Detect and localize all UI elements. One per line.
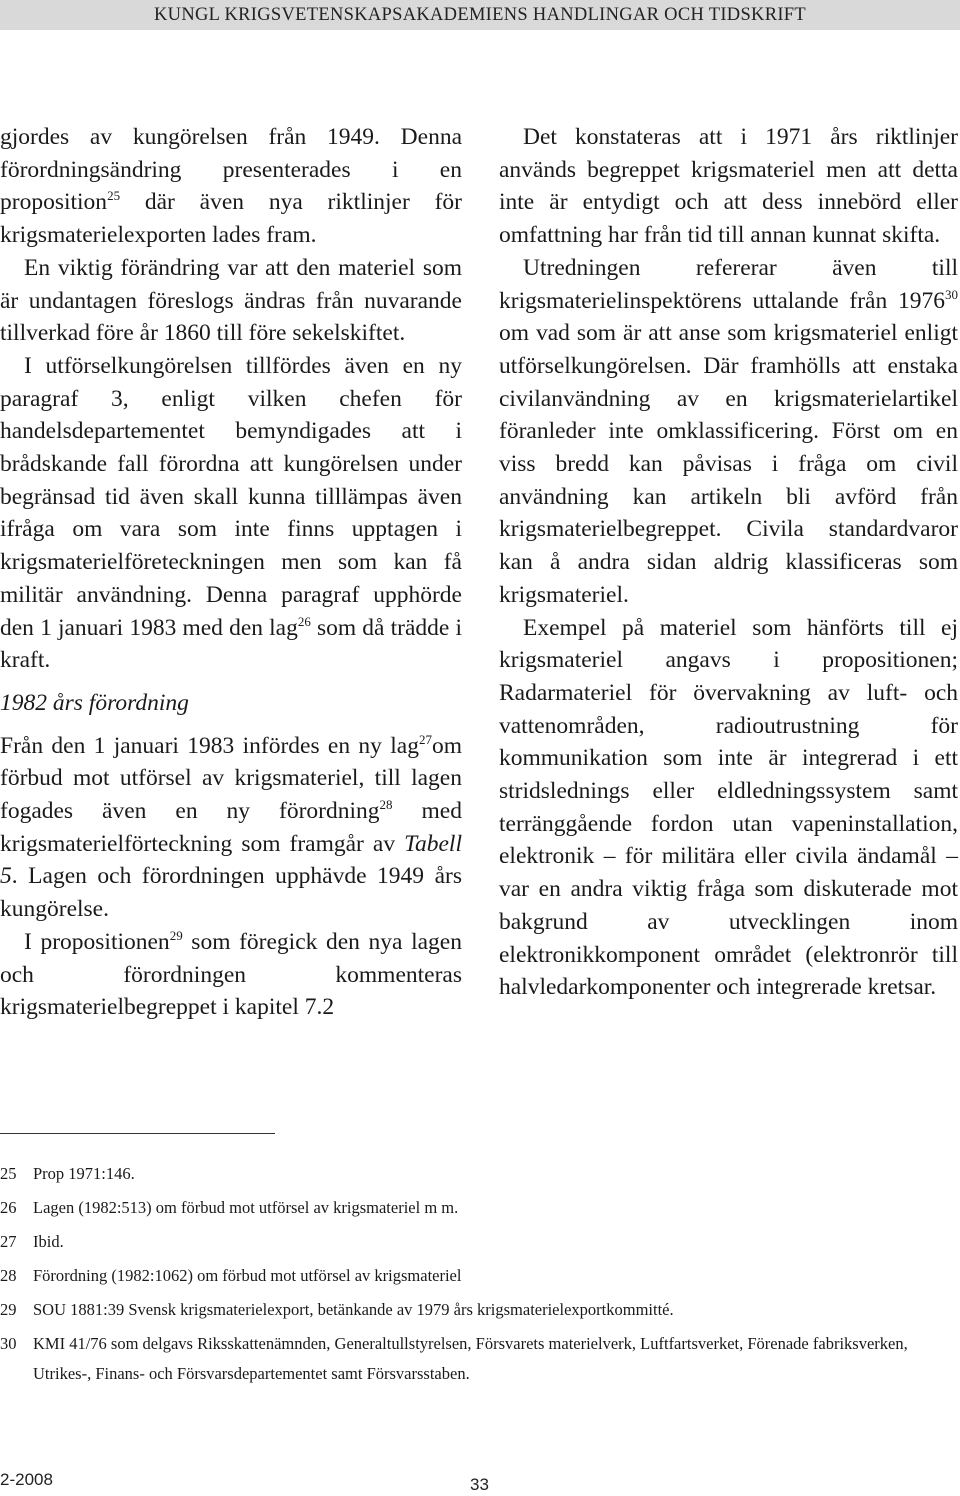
section-heading: 1982 års förordning — [0, 689, 189, 716]
text-run: . Lagen och förordningen upphävde 1949 års kungörelse. — [0, 863, 462, 923]
issue-label: 2-2008 — [0, 1470, 53, 1489]
footnote-ref: 30 — [945, 286, 958, 302]
table-reference: Tabell 5 — [0, 830, 462, 890]
footnote-ref: 28 — [379, 797, 393, 813]
text-run: om förbud mot utförsel av krigsmateriel, till lagen fogades även en ny förordning — [0, 732, 462, 825]
footnote-text: Ibid. — [33, 1232, 64, 1251]
footnote-ref: 26 — [297, 613, 311, 629]
left-column — [0, 121, 462, 1024]
footnote-number: 27 — [0, 1232, 17, 1251]
text-run: Från den 1 januari 1983 infördes en ny lag — [0, 732, 419, 759]
footnote-text: KMI 41/76 som delgavs Riksskattenämnden, Generaltullstyrelsen, Försvarets materielverk, Luftfartsverket, Förenade fabriksverken, Utrikes-, Finans- och Försvarsdepartementet samt Försvarsstaben. — [33, 1334, 908, 1383]
footnote-divider — [0, 1133, 275, 1134]
paragraph — [0, 730, 462, 926]
text-run: som då trädde i kraft. — [0, 614, 462, 674]
paragraph — [0, 350, 462, 677]
paragraph: Exempel på materiel som hänförts till ej krigsmateriel angavs i propositionen; Radarmateriel för övervakning av luft- och vattenområden, radioutrustning för kommunikation som inte är integrerad i ett stridslednings eller eldledningssystem samt terränggående fordon utan vapeninstallation, elektronik – för militära eller civila ändamål – var en andra viktig fråga som diskuterade mot bakgrund av utvecklingen inom elektronikkomponent området (elektronrör till halvledarkomponenter och integrerade kretsar. — [499, 614, 958, 1001]
paragraph — [0, 926, 462, 1024]
footnote-number: 30 — [0, 1334, 17, 1353]
text-run: Utredningen refererar även till krigsmaterielinspektörens uttalande från 1976 — [499, 254, 958, 314]
paragraph: Det konstateras att i 1971 års riktlinjer används begreppet krigsmateriel men att detta inte är entydigt och att dess innebörd eller omfattning har från tid till annan kunnat skifta. — [499, 124, 958, 249]
footnote — [0, 1225, 940, 1259]
footnote-text: Prop 1971:146. — [33, 1164, 135, 1183]
footnote — [0, 1293, 940, 1327]
footnotes — [0, 1157, 940, 1389]
footnote-text: SOU 1881:39 Svensk krigsmaterielexport, betänkande av 1979 års krigsmaterielexportkommitté. — [33, 1300, 674, 1319]
footnote-number: 28 — [0, 1266, 17, 1285]
text-run: gjordes av kungörelsen från 1949. Denna förordningsändring presenterades i en proposition — [0, 124, 462, 216]
text-run: I propositionen — [24, 928, 170, 955]
paragraph: En viktig förändring var att den materiel som är undantagen föreslogs ändras från nuvarande tillverkad före år 1860 till före sekelskiftet. — [0, 254, 462, 347]
footnote-ref: 27 — [418, 731, 432, 747]
footnote-number: 25 — [0, 1164, 17, 1183]
footnote-number: 29 — [0, 1300, 17, 1319]
text-run: som föregick den nya lagen och förordningen kommenteras krigsmaterielbegreppet i kapitel 7.2 — [0, 928, 462, 1021]
text-run: I utförselkungörelsen tillfördes även en ny paragraf 3, enligt vilken chefen för handelsdepartementet bemyndigades att i brådskande fall förordna att kungörelsen under begränsad tid även skall kunna tilllämpas även ifråga om vara som inte finns upptagen i krigsmaterielföreteckningen men som kan få militär användning. Denna paragraf upphörde den 1 januari 1983 med den lag — [0, 352, 462, 641]
footnote-text: Förordning (1982:1062) om förbud mot utförsel av krigsmateriel — [33, 1266, 462, 1285]
text-run: där även nya riktlinjer för krigsmaterielexporten lades fram. — [0, 189, 462, 249]
paragraph — [499, 252, 958, 612]
footnote-ref: 29 — [169, 928, 183, 944]
footnote-ref: 25 — [107, 188, 121, 204]
footnote-number: 26 — [0, 1198, 17, 1217]
footnote — [0, 1191, 940, 1225]
footnote — [0, 1327, 940, 1389]
page-number: 33 — [470, 1475, 489, 1494]
text-run: med krigsmaterielförteckning som framgår av — [0, 798, 462, 857]
paragraph — [0, 121, 462, 252]
running-header: KUNGL KRIGSVETENSKAPSAKADEMIENS HANDLINGAR OCH TIDSKRIFT — [0, 0, 960, 30]
text-run: om vad som är att anse som krigsmateriel enligt utförselkungörelsen. Där framhölls att enstaka civilanvändning av en krigsmaterielartikel föranleder inte omklassificering. Först om en viss bredd kan påvisas i fråga om civil användning kan artikeln bli avförd från krigsmaterielbegreppet. Civila standardvaror kan å andra sidan aldrig klassificeras som krigsmateriel. — [499, 320, 958, 608]
footnote-text: Lagen (1982:513) om förbud mot utförsel av krigsmateriel m m. — [33, 1198, 459, 1217]
right-column — [499, 121, 958, 1004]
footnote — [0, 1157, 940, 1191]
footnote — [0, 1259, 940, 1293]
